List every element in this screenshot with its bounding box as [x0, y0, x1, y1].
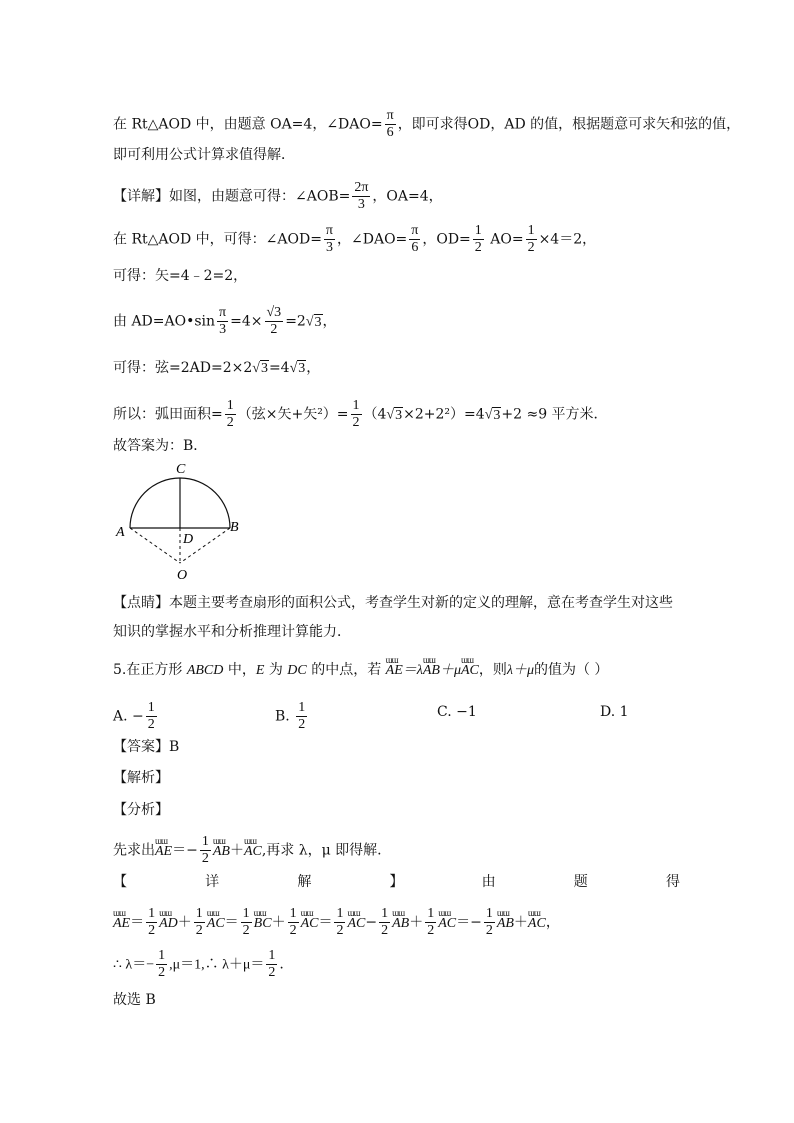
text: 在 Rt△AOD 中，由题意 OA=4，∠DAO=: [113, 116, 383, 133]
detail-equation: ɯɯ AE＝ $\frac{1}{2}$ ɯɯ AD＋ $\frac{1}{2}$ ɯɯ AC＝ $\frac{1}{2}$ ɯɯ BC＋ $\frac{1}{2}$ ɯɯ AC＝ $\frac{1}{2}$ ɯɯ AC− $\frac{1}{2}$ ɯɯ AB＋ $\frac{1}{2}$ ɯɯ AC＝− $\frac{1}{2}$ ɯɯ AB＋ɯɯ AC，: [113, 906, 560, 939]
detail-heading: 【 详 解 】 由 题 得: [113, 874, 680, 890]
text-line-9: 故答案为：B．: [113, 438, 208, 454]
question-5: 5.在正方形 ABCD 中，E 为 DC 的中点，若 ɯɯ AE＝λɯɯ AB＋μɯɯ AC，则λ＋μ的值为（ ）: [113, 660, 608, 681]
dashed-ao: [130, 528, 180, 563]
fraction: $\frac{\pi}{6}$: [411, 223, 419, 255]
fraction: $\frac{1}{2}$: [336, 906, 344, 938]
sqrt: √3: [386, 407, 403, 423]
label-d: D: [183, 532, 194, 547]
text-line-2: 即可利用公式计算求值得解．: [113, 147, 295, 163]
fraction: $\frac{1}{2}$: [474, 223, 482, 255]
text: ，即可求得OD，AD 的值，根据题意可求矢和弦的值，: [397, 116, 741, 133]
fraction: $\frac{\pi}{3}$: [325, 223, 333, 255]
sqrt: √3: [289, 361, 306, 376]
label-o: O: [177, 568, 188, 583]
fraction: $\frac{1}{2}$: [158, 948, 166, 980]
sqrt: √3: [484, 407, 501, 423]
text-line-6: 由 AD=AO•sin $\frac{\pi}{3}$ =4× $\frac{√3}{2}$ =2√3，: [113, 305, 337, 337]
text-line-1: [113, 108, 740, 141]
text-line-4: 在 Rt△AOD 中，可得：∠AOD= $\frac{\pi}{3}$ ，∠DAO= $\frac{\pi}{6}$ ，OD= $\frac{1}{2}$ AO= $\frac{1}{2}$ ×4＝2，: [113, 223, 597, 255]
option-c: C. −1: [437, 704, 477, 720]
fraction: $\frac{1}{2}$: [268, 948, 276, 980]
option-d: D. 1: [600, 704, 629, 720]
answer: 【答案】B: [113, 739, 180, 755]
fraction: $\frac{1}{2}$: [242, 906, 250, 938]
text-line-11: 知识的掌握水平和分析推理计算能力．: [113, 624, 351, 640]
fraction: $\frac{1}{2}$: [289, 906, 297, 938]
fraction: $\frac{1}{2}$: [352, 398, 360, 430]
option-b: B. $\frac{1}{2}$: [275, 700, 306, 732]
text-line-7: 可得：弦=2AD=2×2√3=4√3，: [113, 360, 321, 376]
conclusion-line: ∴ λ＝− $\frac{1}{2}$ ,μ＝1,∴ λ＋μ＝ $\frac{1}{2}$ .: [113, 948, 284, 980]
fraction: $\frac{2\pi}{3}$: [354, 180, 369, 212]
fraction: $\frac{\pi}{3}$: [219, 305, 227, 337]
text-line-3: 【详解】如图，由题意可得：∠AOB= $\frac{2\pi}{3}$ ，OA=4，: [113, 180, 443, 212]
sqrt: √3: [252, 361, 268, 376]
semicircle-figure: [110, 458, 250, 586]
fraction: $\frac{1}{2}$: [226, 398, 234, 430]
label-a: A: [116, 525, 125, 540]
fraction: $\frac{\pi}{6}$: [386, 108, 394, 140]
fraction: $\frac{1}{2}$: [201, 834, 209, 866]
sqrt: √3: [305, 314, 322, 330]
fraction: $\frac{1}{2}$: [195, 906, 203, 938]
fraction: $\frac{1}{2}$: [381, 906, 389, 938]
fenxi-heading: 【分析】: [113, 802, 169, 818]
label-b: B: [230, 520, 239, 535]
solution-line-1: 先求出ɯɯ AE＝− $\frac{1}{2}$ ɯɯ AB＋ɯɯ AC,再求 λ，μ 即得解.: [113, 834, 382, 867]
fraction: $\frac{√3}{2}$: [266, 305, 282, 337]
fraction: $\frac{1}{2}$: [147, 700, 155, 732]
analysis-heading: 【解析】: [113, 770, 169, 786]
fraction: $\frac{1}{2}$: [527, 223, 535, 255]
text-line-8: 所以：弧田面积= $\frac{1}{2}$ （弦×矢+矢²）= $\frac{1}{2}$ （4√3×2+2²）=4√3+2 ≈9 平方米．: [113, 398, 608, 430]
fraction: $\frac{1}{2}$: [148, 906, 156, 938]
fraction: $\frac{1}{2}$: [485, 906, 493, 938]
fraction: $\frac{1}{2}$: [298, 700, 306, 732]
text-line-5: 可得：矢=4﹣2=2，: [113, 268, 248, 284]
final-answer: 故选 B: [113, 992, 156, 1008]
option-a: A. − $\frac{1}{2}$: [113, 700, 155, 732]
text-line-10: 【点睛】本题主要考查扇形的面积公式，考查学生对新的定义的理解，意在考查学生对这些: [113, 595, 673, 611]
label-c: C: [176, 462, 186, 477]
fraction: $\frac{1}{2}$: [427, 906, 435, 938]
